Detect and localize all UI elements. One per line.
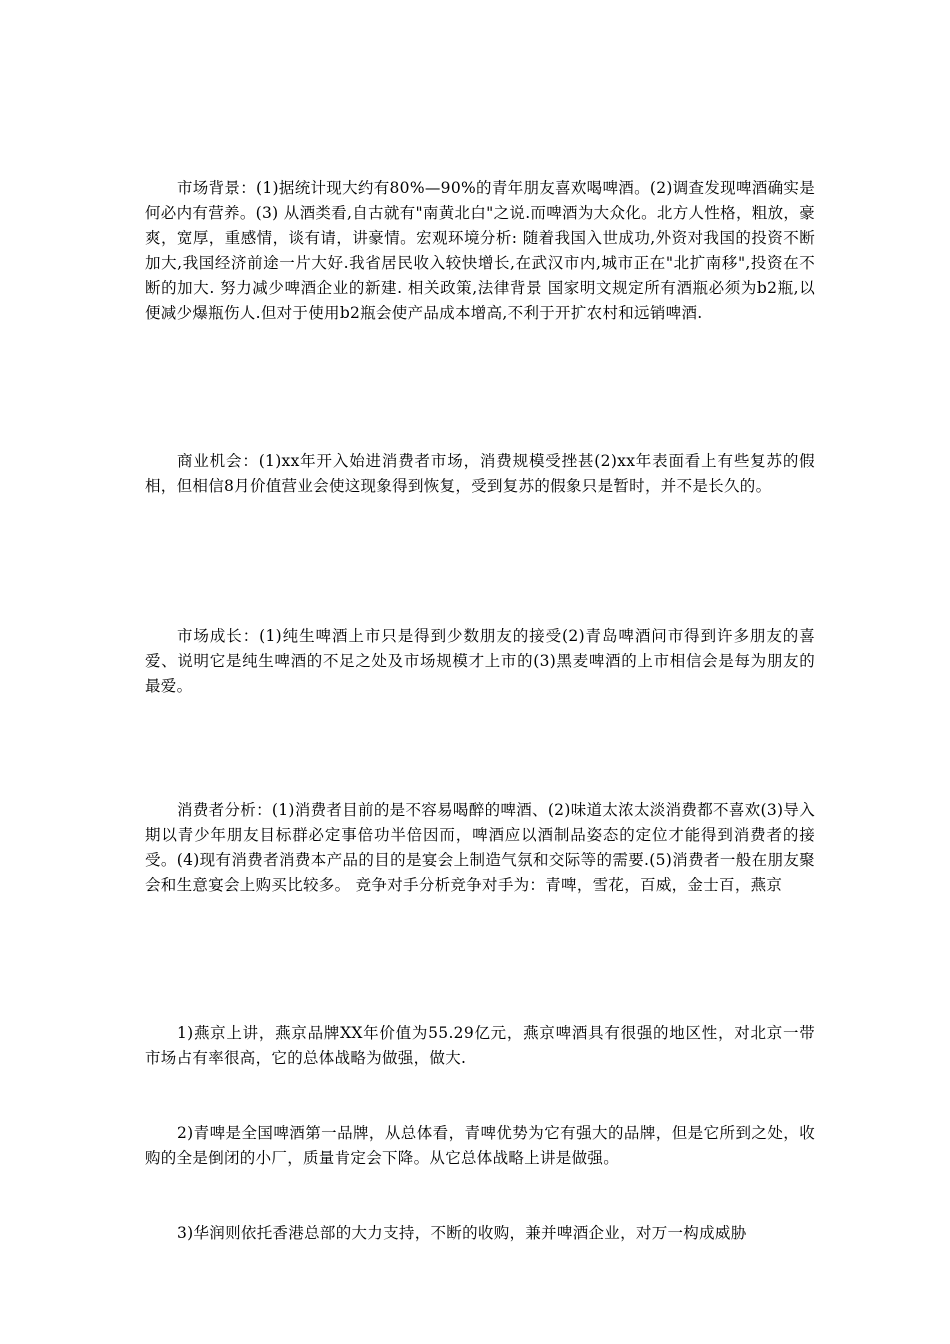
paragraph-competitor-tsingtao: 2)青啤是全国啤酒第一品牌，从总体看，青啤优势为它有强大的品牌，但是它所到之处，收购的全是倒闭的小厂，质量肯定会下降。从它总体战略上讲是做强。 [145,1124,815,1167]
paragraph-market-background: 市场背景：(1)据统计现大约有80%—90%的青年朋友喜欢喝啤酒。(2)调查发现啤酒确实是何必内有营养。(3) 从酒类看,自古就有"南黄北白"之说.而啤酒为大众化。北方人性格，粗放，豪爽，宽厚，重感情，谈有请，讲豪情。宏观环境分析: 随着我国入世成功,外资对我国的投资不断加大,我国经济前途一片大好.我省居民收入较快增长,在武汉市内,城市正在"北扩南移",投资在不断的加大. 努力减少啤酒企业的新建. 相关政策,法律背景 国家明文规定所有酒瓶必须为b2瓶,以便减少爆瓶伤人.但对于使用b2瓶会使产品成本增高,不利于开扩农村和远销啤酒. [145,179,815,322]
paragraph-business-opportunity: 商业机会：(1)xx年开入始进消费者市场，消费规模受挫甚(2)xx年表面看上有些复苏的假相，但相信8月价值营业会使这现象得到恢复，受到复苏的假象只是暂时，并不是长久的。 [145,452,815,495]
paragraph-competitor-yanjing: 1)燕京上讲，燕京品牌XX年价值为55.29亿元，燕京啤酒具有很强的地区性，对北京一带市场占有率很高，它的总体战略为做强，做大. [145,1024,815,1067]
paragraph-consumer-analysis: 消费者分析：(1)消费者目前的是不容易喝醉的啤酒、(2)味道太浓太淡消费都不喜欢(3)导入期以青少年朋友目标群必定事倍功半倍因而，啤酒应以酒制品姿态的定位才能得到消费者的接受。(4)现有消费者消费本产品的目的是宴会上制造气氛和交际等的需要.(5)消费者一般在朋友聚会和生意宴会上购买比较多。 竞争对手分析竞争对手为：青啤，雪花，百威，金士百，燕京 [145,801,815,894]
paragraph-market-growth: 市场成长：(1)纯生啤酒上市只是得到少数朋友的接受(2)青岛啤酒问市得到许多朋友的喜爱、说明它是纯生啤酒的不足之处及市场规模才上市的(3)黑麦啤酒的上市相信会是每为朋友的最爱。 [145,627,815,695]
paragraph-competitor-china-resources: 3)华润则依托香港总部的大力支持，不断的收购，兼并啤酒企业，对万一构成威胁 [177,1224,747,1242]
